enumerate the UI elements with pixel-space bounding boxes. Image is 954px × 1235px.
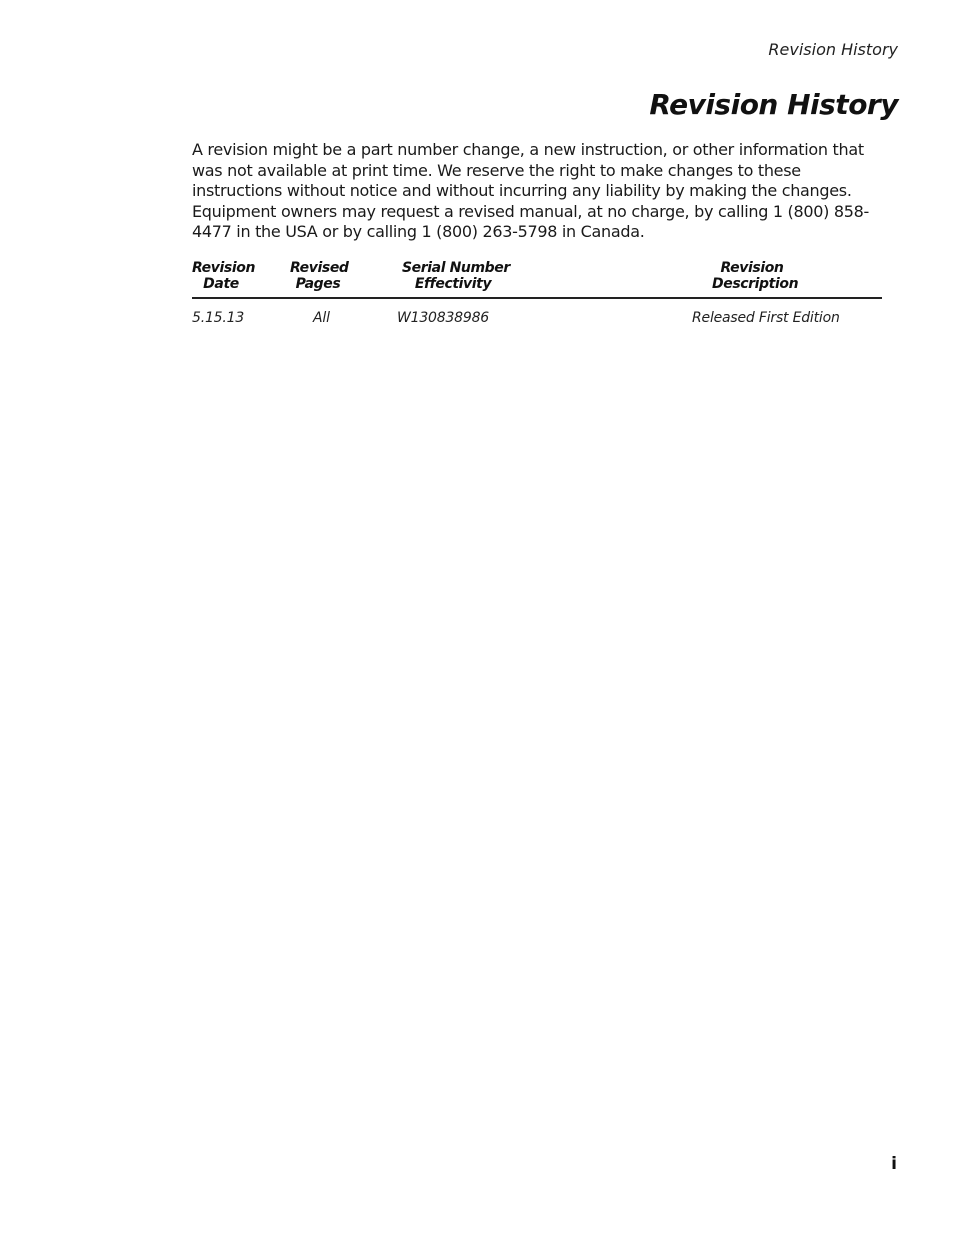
page-number: i (891, 1154, 897, 1174)
column-header-revision-date: Revision Date (192, 260, 256, 292)
running-header: Revision History (768, 40, 898, 59)
cell-revision-description: Released First Edition (692, 310, 840, 326)
cell-revised-pages: All (313, 310, 330, 326)
intro-paragraph: A revision might be a part number change, a new instruction, or other information that was not available at print time. We reserve the right to make changes to these instructions without notice and without incurring any liability by making the changes. Equipment owners may request a revised manual, at no charge, by calling 1 (800) 858-4477 in the USA or by calling 1 (800) 263-5798 in Canada. (192, 140, 869, 241)
revision-table (192, 261, 882, 341)
column-header-revised-pages: Revised Pages (290, 260, 349, 292)
cell-serial-number: W130838986 (397, 310, 490, 326)
header-divider (192, 297, 882, 299)
cell-revision-date: 5.15.13 (192, 310, 245, 326)
column-header-revision-description: Revision Description (712, 260, 799, 292)
page-title: Revision History (649, 88, 898, 121)
column-header-serial-number: Serial Number Effectivity (402, 260, 510, 292)
